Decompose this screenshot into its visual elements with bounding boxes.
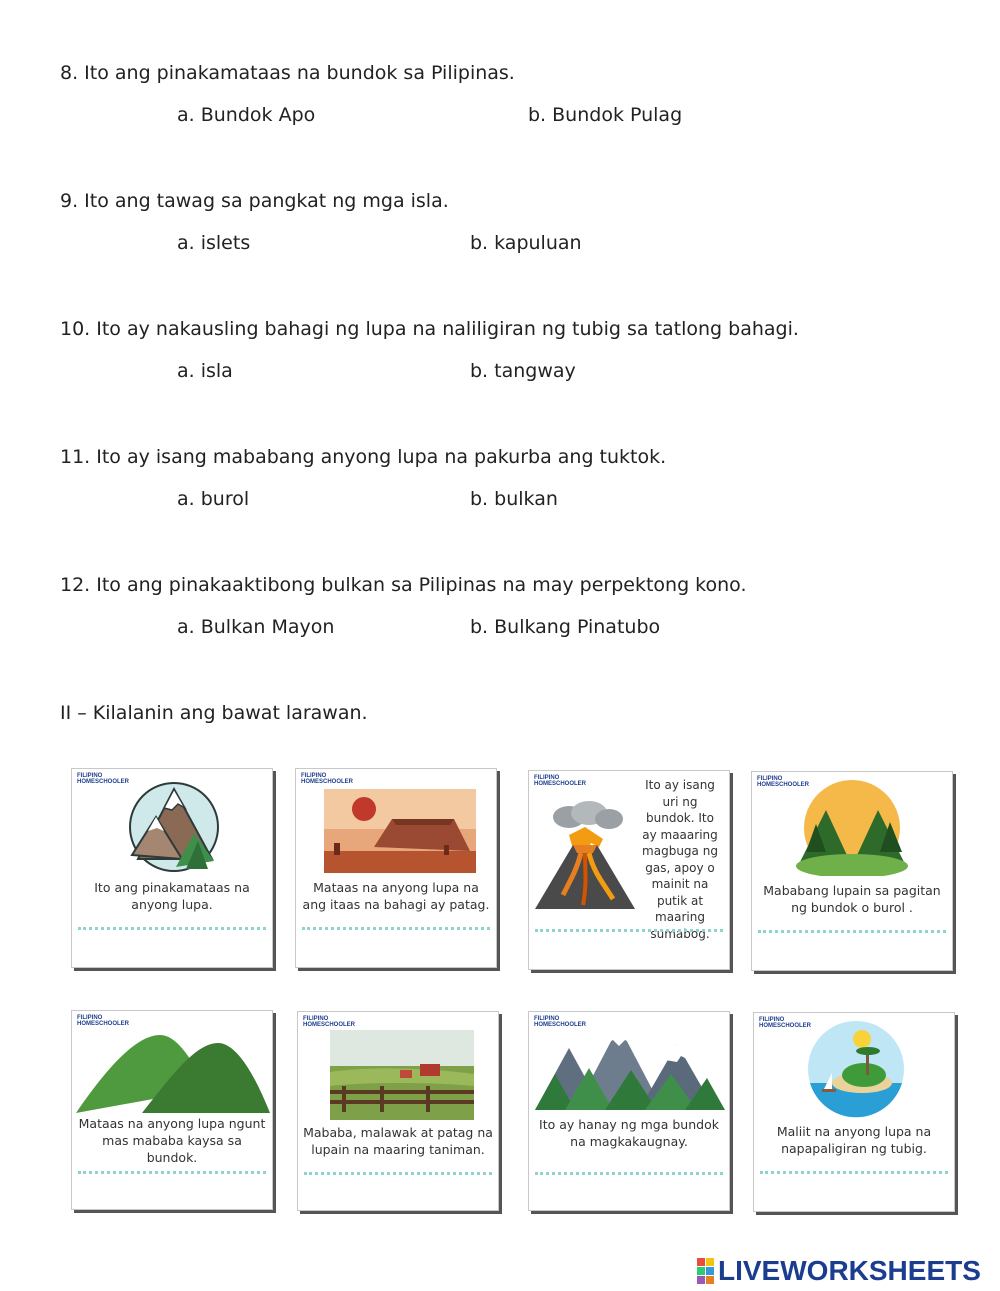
brand-logo: FILIPINO HOMESCHOOLER	[303, 1016, 356, 1028]
picture-card-3	[528, 770, 730, 970]
card-caption: Mababa, malawak at patag na lupain na maaring taniman.	[303, 1125, 493, 1157]
option-a[interactable]: a. islets	[177, 232, 251, 254]
question-text: 8. Ito ang pinakamataas na bundok sa Pilipinas.	[60, 62, 515, 84]
plateau-icon	[324, 789, 476, 873]
logo-blocks-icon	[697, 1258, 714, 1284]
volcano-icon	[533, 799, 637, 911]
brand-logo: FILIPINO HOMESCHOOLER	[77, 773, 130, 785]
option-a[interactable]: a. isla	[177, 360, 233, 382]
hill-icon	[76, 1029, 270, 1113]
picture-card-6	[297, 1011, 499, 1211]
brand-logo: FILIPINO HOMESCHOOLER	[77, 1015, 130, 1027]
option-b[interactable]: b. Bulkang Pinatubo	[470, 616, 661, 638]
picture-card-7	[528, 1011, 730, 1211]
island-icon	[802, 1017, 910, 1121]
logo-text: LIVEWORKSHEETS	[718, 1255, 981, 1286]
card-caption: Mataas na anyong lupa ngunt mas mababa kaysa sa bundok.	[78, 1116, 266, 1165]
option-a[interactable]: a. Bulkan Mayon	[177, 616, 335, 638]
brand-logo: FILIPINO HOMESCHOOLER	[759, 1017, 812, 1029]
liveworksheets-logo	[697, 1254, 981, 1288]
picture-card-8	[753, 1012, 955, 1212]
brand-logo: FILIPINO HOMESCHOOLER	[757, 776, 810, 788]
brand-logo: FILIPINO HOMESCHOOLER	[534, 1016, 587, 1028]
answer-line[interactable]	[302, 927, 490, 930]
answer-line[interactable]	[760, 1171, 948, 1174]
card-caption: Maliit na anyong lupa na napapaligiran ng tubig.	[776, 1124, 932, 1156]
question-text: 9. Ito ang tawag sa pangkat ng mga isla.	[60, 190, 449, 212]
card-caption: Mababang lupain sa pagitan ng bundok o burol .	[763, 883, 941, 915]
picture-card-1	[71, 768, 273, 968]
mountain-range-icon	[535, 1022, 725, 1112]
question-text: 11. Ito ay isang mababang anyong lupa na pakurba ang tuktok.	[60, 446, 667, 468]
valley-icon	[792, 776, 912, 876]
answer-line[interactable]	[78, 1171, 266, 1174]
card-caption: Ito ay hanay ng mga bundok na magkakaugnay.	[539, 1117, 719, 1149]
answer-line[interactable]	[535, 1172, 723, 1175]
option-b[interactable]: b. bulkan	[470, 488, 558, 510]
picture-card-4	[751, 771, 953, 971]
question-text: 12. Ito ang pinakaaktibong bulkan sa Pilipinas na may perpektong kono.	[60, 574, 747, 596]
section-title: II – Kilalanin ang bawat larawan.	[60, 702, 368, 724]
answer-line[interactable]	[304, 1172, 492, 1175]
option-b[interactable]: b. kapuluan	[470, 232, 582, 254]
option-b[interactable]: b. tangway	[470, 360, 576, 382]
answer-line[interactable]	[78, 927, 266, 930]
picture-card-2	[295, 768, 497, 968]
picture-card-5	[71, 1010, 273, 1210]
answer-line[interactable]	[535, 929, 723, 932]
brand-logo: FILIPINO HOMESCHOOLER	[534, 775, 587, 787]
card-caption: Ito ay isang uri ng bundok. Ito ay maaaring magbuga ng gas, apoy o mainit na putik at maaring sumabog.	[642, 778, 718, 941]
card-caption: Ito ang pinakamataas na anyong lupa.	[94, 880, 250, 912]
brand-logo: FILIPINO HOMESCHOOLER	[301, 773, 354, 785]
option-a[interactable]: a. burol	[177, 488, 250, 510]
plain-icon	[330, 1030, 474, 1120]
answer-line[interactable]	[758, 930, 946, 933]
option-a[interactable]: a. Bundok Apo	[177, 104, 316, 126]
mountain-icon	[128, 781, 220, 873]
card-caption: Mataas na anyong lupa na ang itaas na bahagi ay patag.	[302, 880, 490, 912]
option-b[interactable]: b. Bundok Pulag	[528, 104, 683, 126]
question-text: 10. Ito ay nakausling bahagi ng lupa na naliligiran ng tubig sa tatlong bahagi.	[60, 318, 799, 340]
